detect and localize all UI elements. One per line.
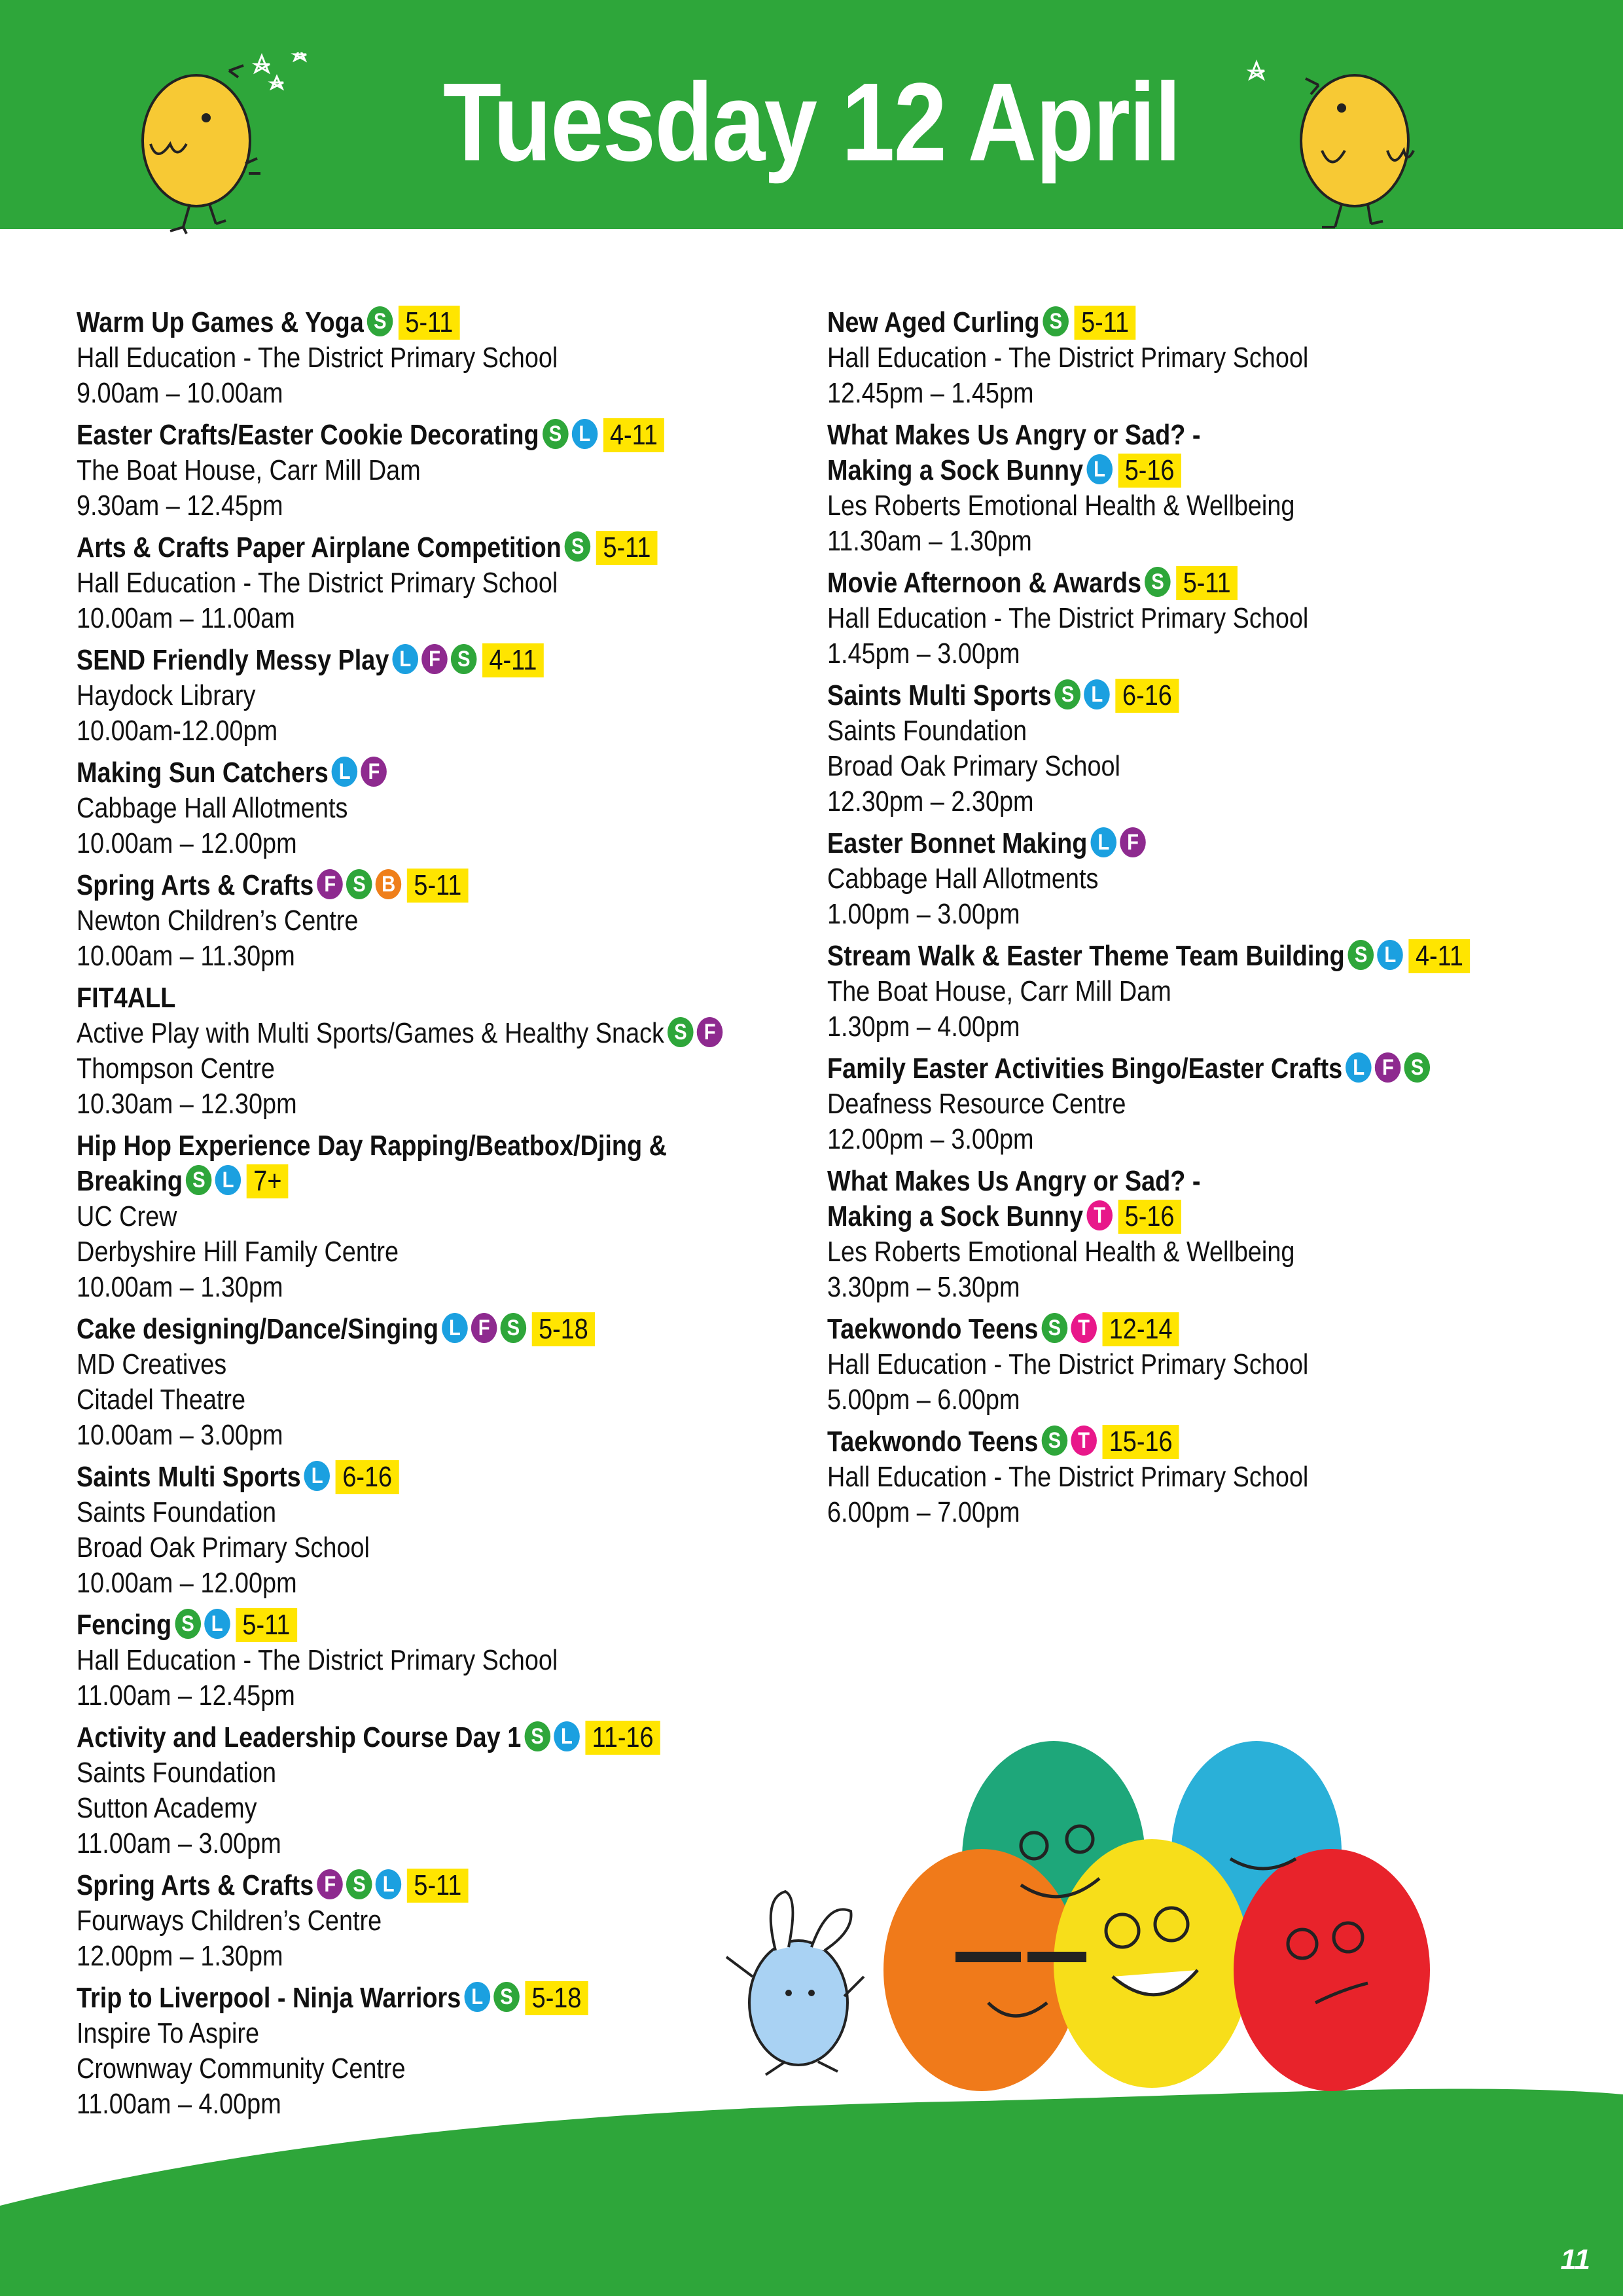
event-detail: Thompson Centre bbox=[77, 1052, 275, 1085]
event-item bbox=[77, 418, 783, 524]
event-detail: Citadel Theatre bbox=[77, 1384, 246, 1416]
event-title: Fencing bbox=[77, 1609, 172, 1641]
event-title-line bbox=[827, 1312, 1435, 1347]
category-badge-l: L bbox=[204, 1609, 230, 1639]
category-badge-f: F bbox=[317, 869, 343, 899]
event-detail: 1.45pm – 3.00pm bbox=[827, 637, 1020, 670]
event-title: Taekwondo Teens bbox=[827, 1426, 1039, 1458]
event-title: Family Easter Activities Bingo/Easter Crafts bbox=[827, 1052, 1343, 1085]
category-badge-l: L bbox=[1378, 940, 1404, 970]
event-title-continued: Making a Sock Bunny bbox=[827, 454, 1084, 486]
event-title: Stream Walk & Easter Theme Team Building bbox=[827, 940, 1345, 972]
event-detail: 11.00am – 3.00pm bbox=[77, 1827, 281, 1859]
event-detail: Broad Oak Primary School bbox=[77, 1532, 370, 1564]
event-title: Easter Bonnet Making bbox=[827, 827, 1088, 859]
event-item bbox=[827, 305, 1534, 411]
event-title: Activity and Leadership Course Day 1 bbox=[77, 1721, 522, 1753]
event-item bbox=[827, 826, 1534, 932]
event-detail: Fourways Children’s Centre bbox=[77, 1905, 382, 1937]
event-detail: Haydock Library bbox=[77, 679, 256, 711]
event-detail: Saints Foundation bbox=[77, 1496, 277, 1528]
category-badge-s: S bbox=[1043, 306, 1069, 336]
event-detail: 11.00am – 4.00pm bbox=[77, 2088, 281, 2120]
event-title: Trip to Liverpool - Ninja Warriors bbox=[77, 1982, 461, 2014]
age-range-badge: 15-16 bbox=[1102, 1425, 1179, 1459]
event-title: Cake designing/Dance/Singing bbox=[77, 1313, 438, 1345]
event-detail: 3.30pm – 5.30pm bbox=[827, 1271, 1020, 1303]
event-title-line bbox=[827, 565, 1435, 601]
event-detail: 10.00am – 1.30pm bbox=[77, 1271, 283, 1303]
event-item bbox=[827, 1424, 1534, 1530]
category-badge-t: T bbox=[1086, 1200, 1113, 1230]
age-range-badge: 5-11 bbox=[399, 306, 460, 340]
event-title: Spring Arts & Crafts bbox=[77, 869, 314, 901]
event-item bbox=[77, 980, 783, 1122]
event-title-line bbox=[77, 1868, 685, 1903]
event-title-line bbox=[827, 418, 1435, 453]
age-range-badge: 5-11 bbox=[407, 1869, 469, 1903]
event-title: Saints Multi Sports bbox=[827, 679, 1052, 711]
category-badge-l: L bbox=[1091, 827, 1117, 857]
event-detail: 9.00am – 10.00am bbox=[77, 377, 283, 409]
event-title-line bbox=[77, 530, 685, 565]
category-badge-l: L bbox=[554, 1721, 580, 1751]
category-badge-s: S bbox=[451, 644, 477, 674]
event-item bbox=[827, 1312, 1534, 1418]
event-detail: 10.00am – 11.30pm bbox=[77, 940, 295, 972]
event-title-line bbox=[827, 678, 1435, 713]
event-item bbox=[77, 1868, 783, 1974]
event-title-line bbox=[77, 418, 685, 453]
event-detail: Les Roberts Emotional Health & Wellbeing bbox=[827, 1236, 1295, 1268]
age-range-badge: 5-18 bbox=[532, 1312, 595, 1346]
event-detail: Hall Education - The District Primary School bbox=[827, 602, 1309, 634]
age-range-badge: 5-16 bbox=[1118, 454, 1181, 488]
event-title-line bbox=[827, 453, 1435, 488]
event-detail: 11.30am – 1.30pm bbox=[827, 525, 1032, 557]
category-badge-s: S bbox=[175, 1609, 201, 1639]
event-item bbox=[77, 1720, 783, 1861]
age-range-badge: 5-11 bbox=[236, 1608, 297, 1642]
event-detail: Les Roberts Emotional Health & Wellbeing bbox=[827, 490, 1295, 522]
category-badge-l: L bbox=[376, 1869, 402, 1899]
event-title: SEND Friendly Messy Play bbox=[77, 644, 389, 676]
category-badge-t: T bbox=[1071, 1426, 1097, 1456]
event-title-line bbox=[77, 980, 685, 1016]
category-badge-f: F bbox=[471, 1313, 497, 1343]
category-badge-f: F bbox=[1375, 1052, 1401, 1083]
category-badge-s: S bbox=[1348, 940, 1374, 970]
age-range-badge: 5-11 bbox=[1176, 566, 1238, 600]
event-detail: Deafness Resource Centre bbox=[827, 1088, 1126, 1120]
event-item bbox=[77, 1312, 783, 1453]
event-detail: Hall Education - The District Primary School bbox=[827, 1461, 1309, 1493]
page-number: 11 bbox=[1560, 2244, 1590, 2276]
event-title: Taekwondo Teens bbox=[827, 1313, 1039, 1345]
event-title-line bbox=[77, 1720, 685, 1755]
category-badge-l: L bbox=[332, 757, 358, 787]
category-badge-s: S bbox=[501, 1313, 527, 1343]
category-badge-s: S bbox=[1404, 1052, 1431, 1083]
event-detail: 6.00pm – 7.00pm bbox=[827, 1496, 1020, 1528]
event-detail: 5.00pm – 6.00pm bbox=[827, 1384, 1020, 1416]
age-range-badge: 5-11 bbox=[407, 869, 469, 903]
event-title: Warm Up Games & Yoga bbox=[77, 306, 364, 338]
category-badge-l: L bbox=[1346, 1052, 1372, 1083]
event-title: What Makes Us Angry or Sad? - bbox=[827, 419, 1201, 451]
event-title-line bbox=[77, 1460, 685, 1495]
event-detail: 10.00am – 12.00pm bbox=[77, 1567, 297, 1599]
event-title-continued: Breaking bbox=[77, 1165, 183, 1197]
event-detail: 12.45pm – 1.45pm bbox=[827, 377, 1034, 409]
event-detail: Hall Education - The District Primary School bbox=[827, 1348, 1309, 1380]
event-item bbox=[827, 1051, 1534, 1157]
event-title-line bbox=[77, 1128, 685, 1164]
event-title-line bbox=[827, 305, 1435, 340]
event-detail: 9.30am – 12.45pm bbox=[77, 490, 283, 522]
event-title-continued: Making a Sock Bunny bbox=[827, 1200, 1084, 1232]
event-detail: 10.00am – 3.00pm bbox=[77, 1419, 283, 1451]
category-badge-s: S bbox=[367, 306, 393, 336]
age-range-badge: 5-16 bbox=[1118, 1200, 1181, 1234]
event-title-line bbox=[77, 868, 685, 903]
category-badge-b: B bbox=[376, 869, 402, 899]
event-detail: 12.00pm – 1.30pm bbox=[77, 1940, 283, 1972]
age-range-badge: 4-11 bbox=[603, 418, 665, 452]
event-item bbox=[77, 1607, 783, 1713]
event-title: Spring Arts & Crafts bbox=[77, 1869, 314, 1901]
event-item bbox=[77, 868, 783, 974]
event-detail: Broad Oak Primary School bbox=[827, 750, 1120, 782]
category-badge-l: L bbox=[571, 419, 597, 449]
category-badge-s: S bbox=[1145, 567, 1171, 597]
category-badge-l: L bbox=[442, 1313, 468, 1343]
event-item bbox=[827, 939, 1534, 1045]
event-title-line bbox=[77, 643, 685, 678]
event-item bbox=[827, 565, 1534, 672]
event-detail: Derbyshire Hill Family Centre bbox=[77, 1236, 399, 1268]
event-detail: Hall Education - The District Primary School bbox=[77, 342, 558, 374]
event-detail: Saints Foundation bbox=[827, 715, 1027, 747]
event-title-line bbox=[827, 1199, 1435, 1234]
event-title: New Aged Curling bbox=[827, 306, 1040, 338]
event-detail: 1.30pm – 4.00pm bbox=[827, 1011, 1020, 1043]
category-badge-l: L bbox=[1086, 454, 1113, 484]
age-range-badge: 7+ bbox=[247, 1164, 289, 1198]
event-detail: Newton Children’s Centre bbox=[77, 905, 359, 937]
event-subtitle-line bbox=[77, 1016, 716, 1051]
event-item bbox=[77, 755, 783, 861]
age-range-badge: 6-16 bbox=[1116, 679, 1179, 713]
bunny-illustration bbox=[726, 1892, 864, 2075]
event-title: Movie Afternoon & Awards bbox=[827, 567, 1142, 599]
category-badge-s: S bbox=[565, 531, 591, 562]
event-item bbox=[827, 1164, 1534, 1305]
category-badge-s: S bbox=[1055, 679, 1081, 709]
event-detail: 1.00pm – 3.00pm bbox=[827, 898, 1020, 930]
event-detail: Crownway Community Centre bbox=[77, 2053, 406, 2085]
event-title-line bbox=[827, 1424, 1435, 1460]
event-item bbox=[77, 1128, 783, 1305]
event-item bbox=[77, 305, 783, 411]
event-title-line bbox=[77, 1981, 685, 2016]
category-badge-f: F bbox=[1120, 827, 1146, 857]
event-subtitle: Active Play with Multi Sports/Games & Healthy Snack bbox=[77, 1017, 664, 1049]
age-range-badge: 6-16 bbox=[336, 1460, 399, 1494]
event-title-line bbox=[77, 1312, 685, 1347]
category-badge-l: L bbox=[464, 1982, 490, 2012]
events-column-left bbox=[77, 305, 783, 2128]
age-range-badge: 4-11 bbox=[1409, 939, 1471, 973]
event-title: Making Sun Catchers bbox=[77, 757, 329, 789]
category-badge-s: S bbox=[1042, 1313, 1068, 1343]
event-detail: Sutton Academy bbox=[77, 1792, 257, 1824]
event-detail: 10.00am – 12.00pm bbox=[77, 827, 297, 859]
category-badge-s: S bbox=[668, 1017, 694, 1047]
event-detail: Cabbage Hall Allotments bbox=[827, 863, 1099, 895]
event-title-line bbox=[77, 755, 685, 791]
event-detail: Hall Education - The District Primary School bbox=[77, 1644, 558, 1676]
category-badge-s: S bbox=[186, 1165, 212, 1195]
event-detail: 10.00am-12.00pm bbox=[77, 715, 278, 747]
event-detail: UC Crew bbox=[77, 1200, 177, 1232]
event-item bbox=[827, 418, 1534, 559]
category-badge-s: S bbox=[346, 1869, 372, 1899]
event-detail: MD Creatives bbox=[77, 1348, 227, 1380]
age-range-badge: 4-11 bbox=[482, 643, 544, 677]
category-badge-s: S bbox=[524, 1721, 550, 1751]
category-badge-f: F bbox=[361, 757, 387, 787]
category-badge-s: S bbox=[1042, 1426, 1068, 1456]
age-range-badge: 5-11 bbox=[1075, 306, 1136, 340]
event-title-line bbox=[827, 939, 1463, 974]
age-range-badge: 12-14 bbox=[1102, 1312, 1179, 1346]
event-item bbox=[77, 1460, 783, 1601]
age-range-badge: 11-16 bbox=[585, 1721, 660, 1755]
event-detail: Inspire To Aspire bbox=[77, 2017, 260, 2049]
event-detail: Cabbage Hall Allotments bbox=[77, 792, 348, 824]
category-badge-f: F bbox=[317, 1869, 343, 1899]
event-detail: Saints Foundation bbox=[77, 1757, 277, 1789]
event-item bbox=[77, 643, 783, 749]
event-title: Arts & Crafts Paper Airplane Competition bbox=[77, 531, 562, 564]
event-title-line bbox=[827, 1051, 1435, 1086]
event-detail: 12.30pm – 2.30pm bbox=[827, 785, 1034, 817]
category-badge-f: F bbox=[697, 1017, 723, 1047]
event-title: Easter Crafts/Easter Cookie Decorating bbox=[77, 419, 539, 451]
event-title: FIT4ALL bbox=[77, 982, 176, 1014]
category-badge-f: F bbox=[421, 644, 448, 674]
event-title: What Makes Us Angry or Sad? - bbox=[827, 1165, 1201, 1197]
event-title-line bbox=[77, 1164, 685, 1199]
event-detail: 12.00pm – 3.00pm bbox=[827, 1123, 1034, 1155]
event-detail: The Boat House, Carr Mill Dam bbox=[77, 454, 421, 486]
category-badge-s: S bbox=[346, 869, 372, 899]
event-detail: 10.00am – 11.00am bbox=[77, 602, 295, 634]
category-badge-s: S bbox=[543, 419, 569, 449]
event-title-line bbox=[77, 1607, 685, 1643]
category-badge-l: L bbox=[1084, 679, 1111, 709]
event-item bbox=[827, 678, 1534, 819]
event-title-line bbox=[827, 826, 1435, 861]
category-badge-l: L bbox=[393, 644, 419, 674]
page-title: Tuesday 12 April bbox=[442, 60, 1181, 185]
event-title-line bbox=[77, 305, 685, 340]
category-badge-t: T bbox=[1071, 1313, 1097, 1343]
category-badge-l: L bbox=[215, 1165, 241, 1195]
decorated-eggs-illustration bbox=[713, 1728, 1531, 2094]
event-title: Saints Multi Sports bbox=[77, 1461, 301, 1493]
event-detail: Hall Education - The District Primary School bbox=[77, 567, 558, 599]
events-column-right bbox=[827, 305, 1534, 1537]
event-title: Hip Hop Experience Day Rapping/Beatbox/Djing & bbox=[77, 1130, 667, 1162]
age-range-badge: 5-18 bbox=[525, 1981, 588, 2015]
category-badge-l: L bbox=[304, 1461, 330, 1491]
event-detail: 11.00am – 12.45pm bbox=[77, 1679, 295, 1712]
event-detail: Hall Education - The District Primary School bbox=[827, 342, 1309, 374]
event-item bbox=[77, 530, 783, 636]
event-detail: The Boat House, Carr Mill Dam bbox=[827, 975, 1171, 1007]
event-detail: 10.30am – 12.30pm bbox=[77, 1088, 297, 1120]
age-range-badge: 5-11 bbox=[596, 531, 658, 565]
category-badge-s: S bbox=[493, 1982, 520, 2012]
event-title-line bbox=[827, 1164, 1435, 1199]
